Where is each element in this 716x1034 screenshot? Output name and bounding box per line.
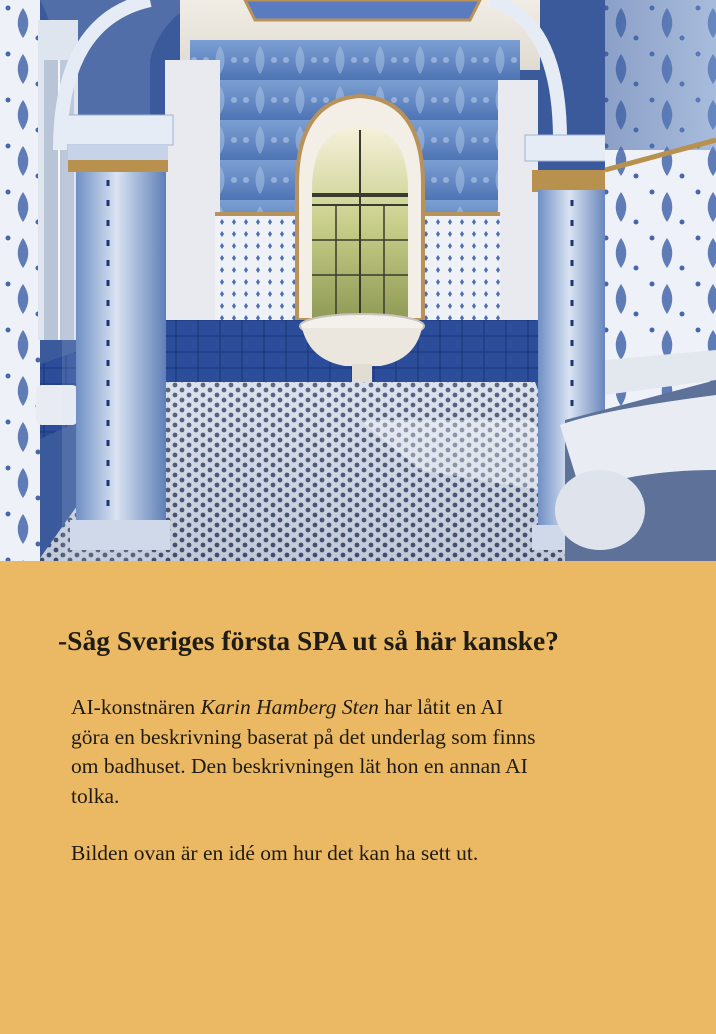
- intro-line2: göra en beskrivning baserat på det underlag som finns: [71, 724, 536, 749]
- intro-prefix: AI-konstnären: [71, 695, 201, 719]
- text-panel: [0, 561, 716, 1034]
- artist-name: Karin Hamberg Sten: [200, 695, 379, 719]
- headline: -Såg Sveriges första SPA ut så här kanske?: [58, 625, 559, 656]
- paragraph-caption: Bilden ovan är en idé om hur det kan ha sett ut.: [71, 841, 479, 865]
- article-body: [71, 693, 631, 869]
- intro-line1-rest: har låtit en AI: [378, 695, 504, 719]
- intro-line4: tolka.: [71, 783, 120, 808]
- paragraph-intro: [71, 693, 631, 811]
- intro-line3: om badhuset. Den beskrivningen lät hon en annan AI: [71, 754, 528, 778]
